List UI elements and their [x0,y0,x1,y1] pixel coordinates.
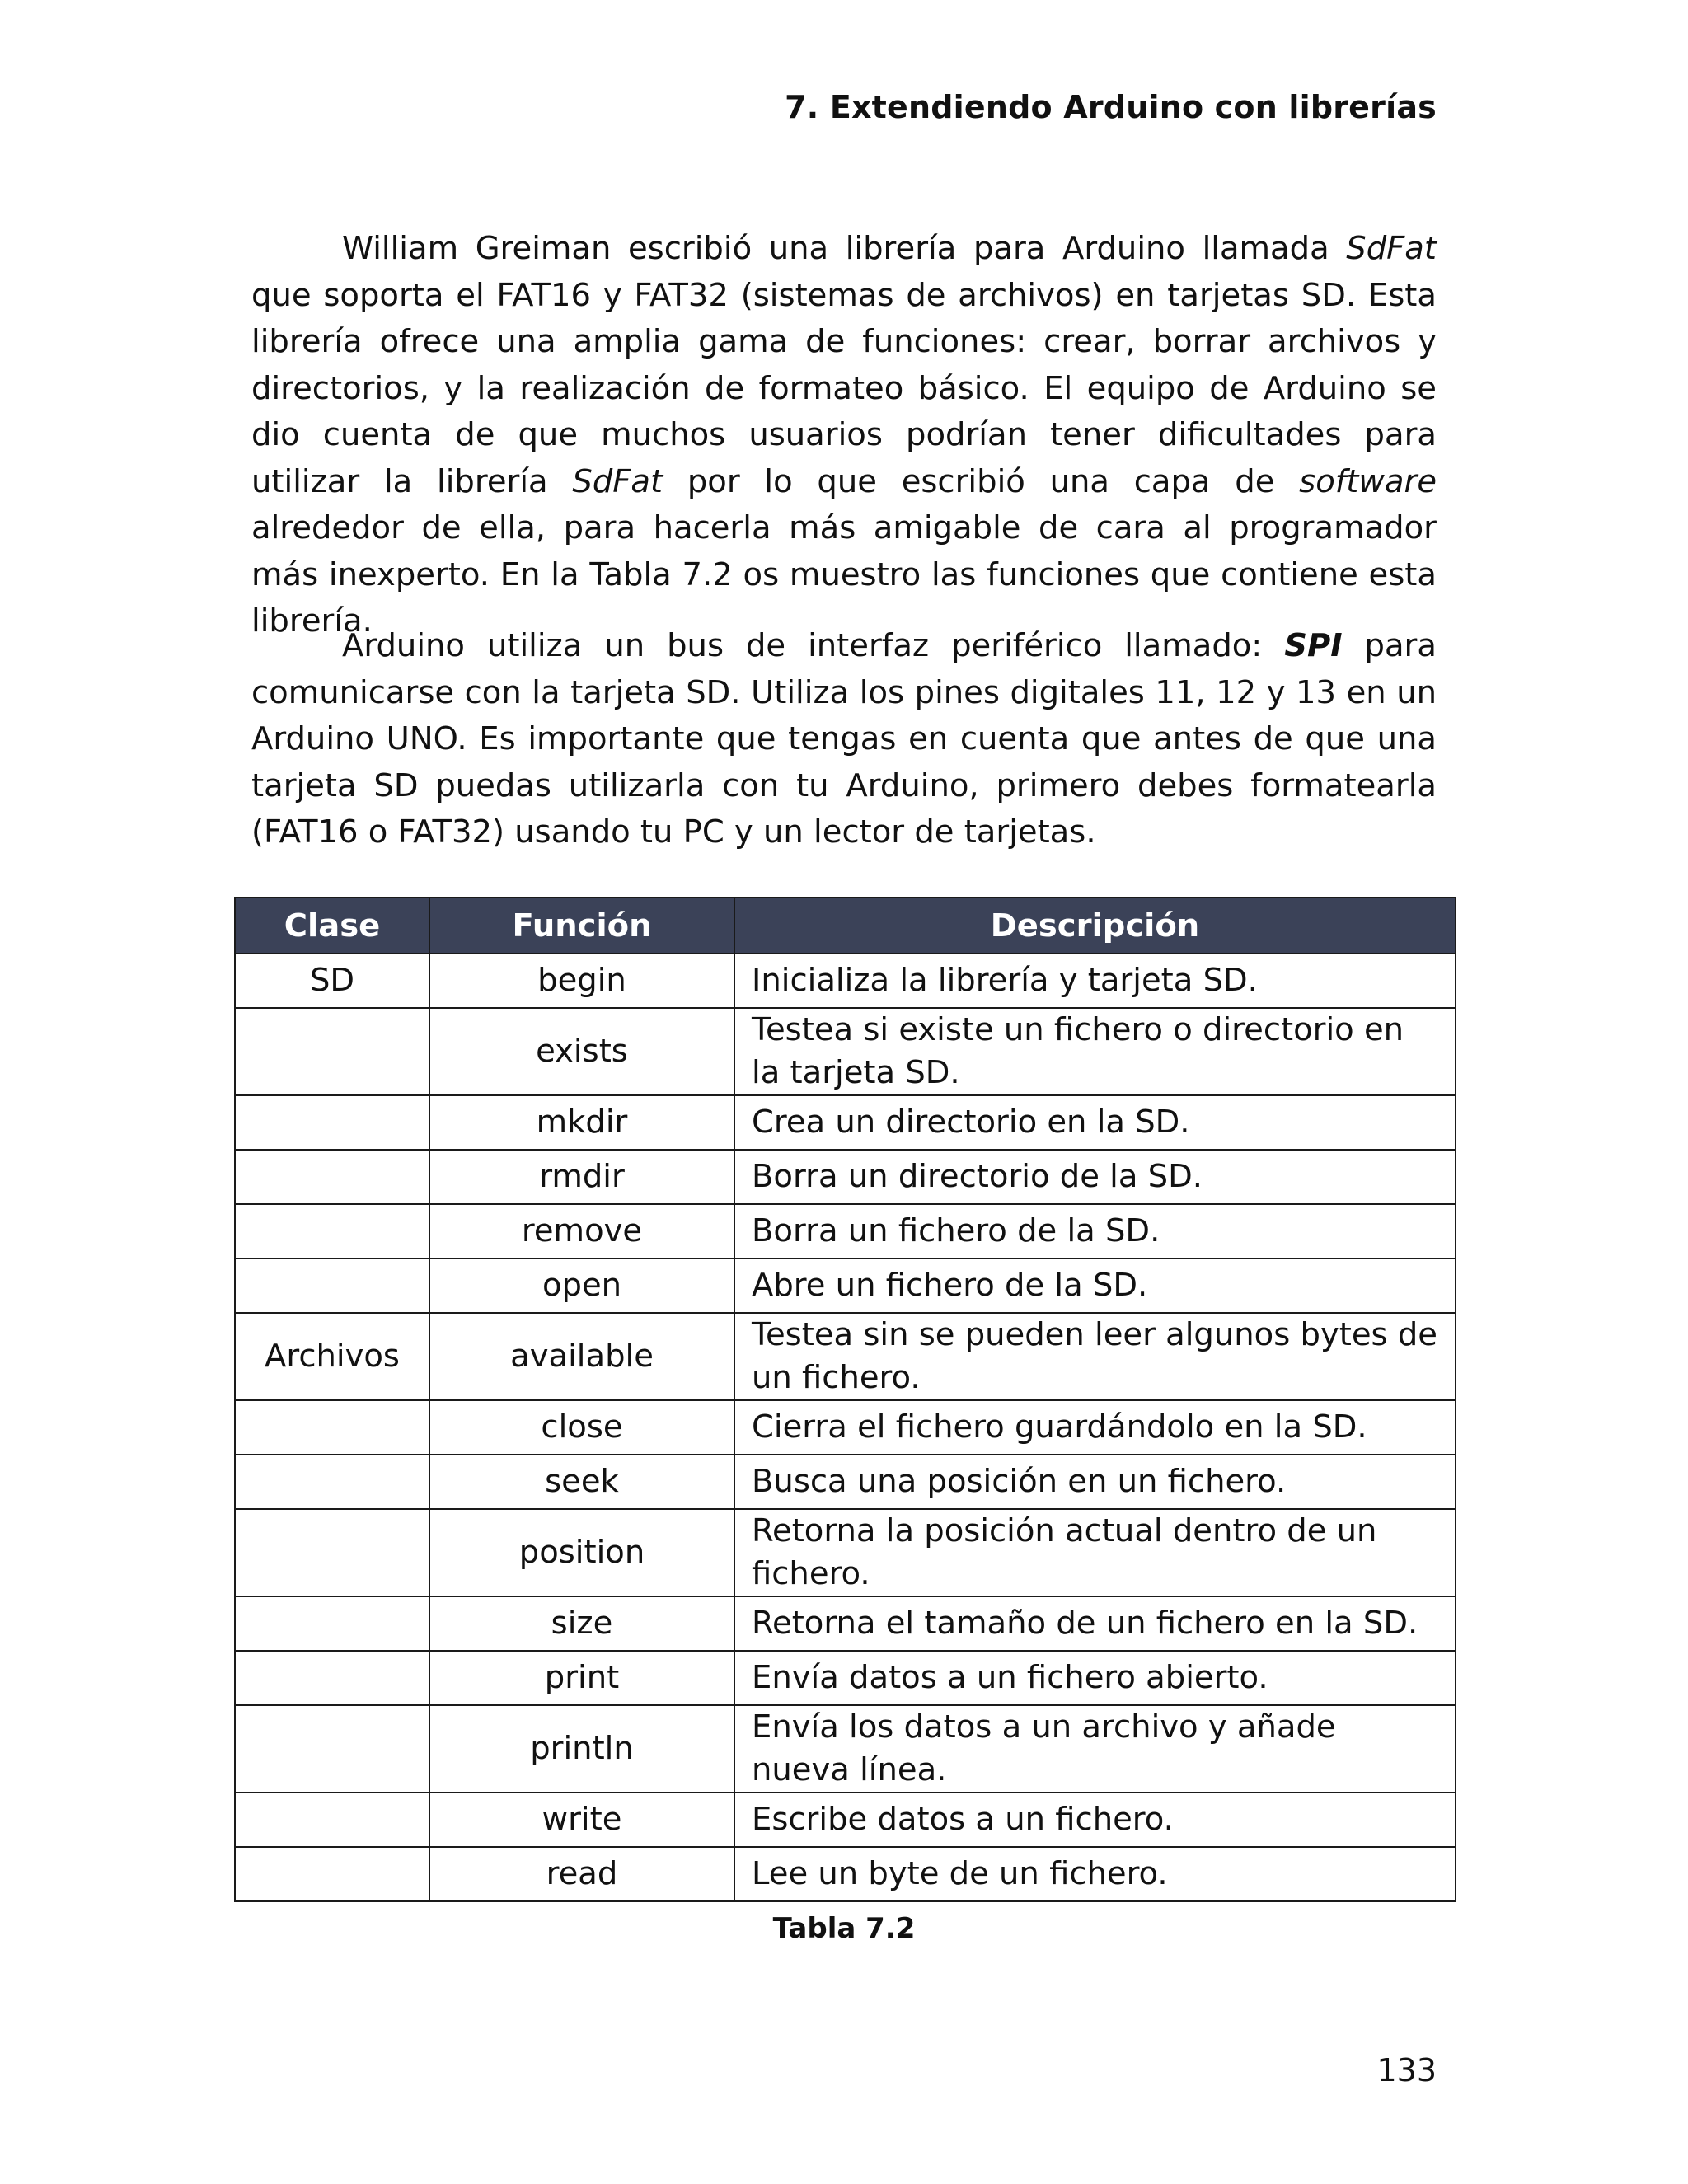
table-row [235,1596,1456,1651]
body-paragraph-1 [251,226,1437,645]
cell-descripcion: Envía los datos a un archivo y añade nueva línea. [734,1705,1456,1793]
cell-clase [235,1847,429,1901]
table-row [235,1651,1456,1705]
table-row [235,1008,1456,1095]
cell-funcion: seek [429,1455,734,1509]
cell-clase [235,1008,429,1095]
chapter-header: 7. Extendiendo Arduino con librerías [785,89,1437,125]
cell-clase [235,1400,429,1455]
cell-descripcion: Envía datos a un fichero abierto. [734,1651,1456,1705]
cell-clase [235,1509,429,1596]
cell-clase [235,1204,429,1258]
cell-clase: Archivos [235,1313,429,1400]
cell-funcion: write [429,1793,734,1847]
cell-funcion: position [429,1509,734,1596]
p1-text-1: William Greiman escribió una librería para Arduino llamada [342,230,1347,267]
table-row [235,1400,1456,1455]
cell-funcion: read [429,1847,734,1901]
cell-descripcion: Testea sin se pueden leer algunos bytes de un fichero. [734,1313,1456,1400]
page-number: 133 [1376,2052,1437,2088]
cell-clase [235,1651,429,1705]
table-row [235,1455,1456,1509]
header-descripcion: Descripción [734,898,1456,954]
p1-text-3: por lo que escribió una capa de [663,462,1300,500]
cell-funcion: size [429,1596,734,1651]
cell-clase [235,1596,429,1651]
cell-clase [235,1150,429,1204]
sd-functions-table [234,897,1456,1902]
table-body [235,954,1456,1901]
cell-descripcion: Borra un fichero de la SD. [734,1204,1456,1258]
cell-funcion: remove [429,1204,734,1258]
table-row [235,954,1456,1008]
cell-clase [235,1793,429,1847]
cell-descripcion: Retorna la posición actual dentro de un fichero. [734,1509,1456,1596]
table-row [235,1204,1456,1258]
table-row [235,1095,1456,1150]
body-paragraph-2 [251,623,1437,856]
p2-text-1: Arduino utiliza un bus de interfaz periférico llamado: [342,627,1285,664]
cell-descripcion: Testea si existe un fichero o directorio en la tarjeta SD. [734,1008,1456,1095]
cell-clase: SD [235,954,429,1008]
table-header-row [235,898,1456,954]
p2-text-2: para comunicarse con la tarjeta SD. Utiliza los pines digitales 11, 12 y 13 en un Arduino UNO. Es importante que tengas en cuenta que antes de que una tarjeta SD puedas utilizarla con tu Arduino, primero debes formatearla (FAT16 o FAT32) usando tu PC y un lector de tarjetas. [251,627,1437,851]
table-row [235,1705,1456,1793]
cell-funcion: close [429,1400,734,1455]
cell-descripcion: Borra un directorio de la SD. [734,1150,1456,1204]
cell-funcion: begin [429,954,734,1008]
cell-descripcion: Abre un fichero de la SD. [734,1258,1456,1313]
cell-descripcion: Inicializa la librería y tarjeta SD. [734,954,1456,1008]
p1-text-4: alrededor de ella, para hacerla más amigable de cara al programador más inexperto. En la Tabla 7.2 os muestro las funciones que contiene esta librería. [251,509,1437,640]
cell-funcion: print [429,1651,734,1705]
table-row [235,1313,1456,1400]
cell-funcion: mkdir [429,1095,734,1150]
cell-descripcion: Lee un byte de un fichero. [734,1847,1456,1901]
table-row [235,1258,1456,1313]
cell-clase [235,1455,429,1509]
cell-descripcion: Cierra el fichero guardándolo en la SD. [734,1400,1456,1455]
table-row [235,1509,1456,1596]
p1-sdfat-1: SdFat [1346,230,1437,267]
table-row [235,1150,1456,1204]
p1-sdfat-2: SdFat [572,462,663,500]
cell-funcion: exists [429,1008,734,1095]
cell-clase [235,1705,429,1793]
cell-funcion: open [429,1258,734,1313]
cell-clase [235,1095,429,1150]
cell-descripcion: Crea un directorio en la SD. [734,1095,1456,1150]
p2-spi: SPI [1284,627,1343,664]
cell-funcion: println [429,1705,734,1793]
cell-funcion: rmdir [429,1150,734,1204]
table-caption: Tabla 7.2 [772,1912,916,1945]
header-clase: Clase [235,898,429,954]
p1-software: software [1299,462,1437,500]
table-row [235,1793,1456,1847]
p1-text-2: que soporta el FAT16 y FAT32 (sistemas de archivos) en tarjetas SD. Esta librería ofrece una amplia gama de funciones: crear, borrar archivos y directorios, y la realización de formateo básico. El equipo de Arduino se dio cuenta de que muchos usuarios podrían tener dificultades para utilizar la librería [251,276,1437,500]
cell-funcion: available [429,1313,734,1400]
cell-descripcion: Retorna el tamaño de un fichero en la SD. [734,1596,1456,1651]
cell-descripcion: Escribe datos a un fichero. [734,1793,1456,1847]
cell-clase [235,1258,429,1313]
header-funcion: Función [429,898,734,954]
cell-descripcion: Busca una posición en un fichero. [734,1455,1456,1509]
table-row [235,1847,1456,1901]
